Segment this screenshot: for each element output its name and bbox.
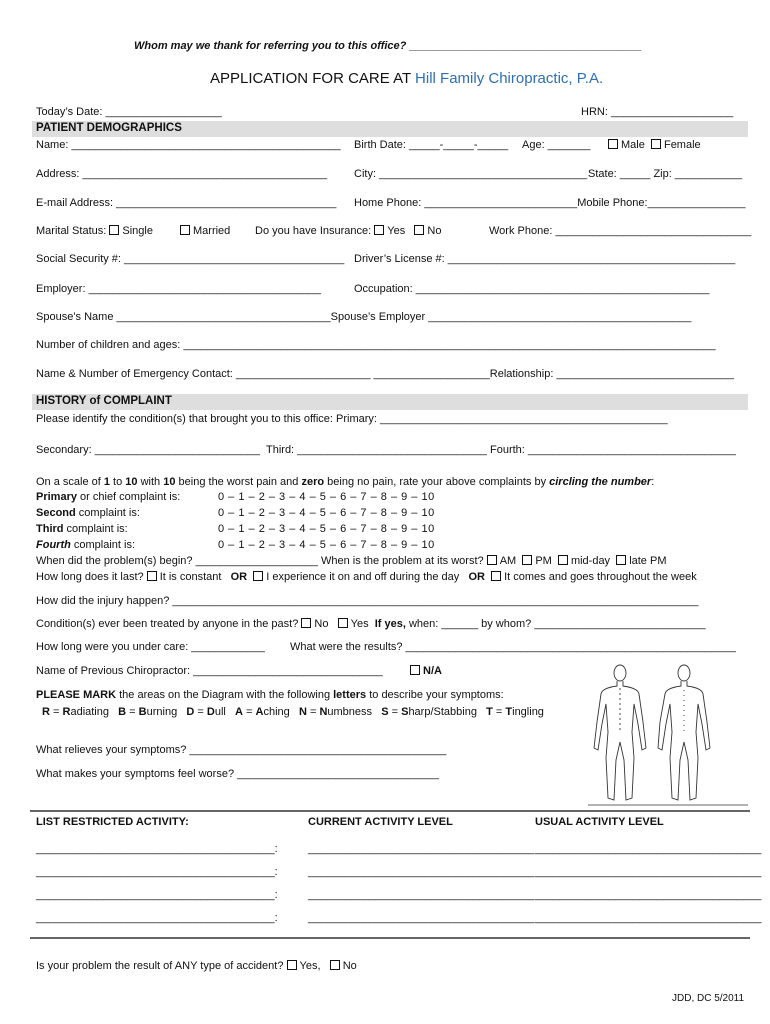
form-title [210,70,603,87]
fourth-condition-field[interactable]: Fourth: __________________________________ [490,444,736,456]
text: or chief complaint is: [76,491,181,503]
marital-label: Marital Status: [36,225,107,237]
restricted-activity-heading: LIST RESTRICTED ACTIVITY: [36,816,189,828]
section-patient-demographics [32,121,748,137]
na-checkbox[interactable] [410,665,420,675]
usual-activity-line[interactable]: _____________________________________ [535,912,762,924]
text: ching [263,706,290,718]
insurance-yes-checkbox[interactable] [374,225,384,235]
pm-checkbox[interactable] [522,555,532,565]
occupation-field[interactable]: Occupation: ________________________________________________ [354,283,710,295]
text: A [235,706,243,718]
text: = [126,706,139,718]
on-off-checkbox[interactable] [253,571,263,581]
legend-item [186,706,225,718]
treated-row [36,618,706,630]
pain-scale-third[interactable]: 0 – 1 – 2 – 3 – 4 – 5 – 6 – 7 – 8 – 9 – 10 [218,523,435,535]
marital-status-row [36,225,153,237]
insurance-label: Do you have Insurance: [255,225,372,237]
legend-item [42,706,109,718]
legend-item [118,706,177,718]
text: harp/Stabbing [408,706,477,718]
treated-no-checkbox[interactable] [301,618,311,628]
results-field[interactable]: What were the results? ______________________________________________________ [290,641,736,653]
text: 1 [103,476,110,488]
primary-condition-field[interactable]: Please identify the condition(s) that brought you to this office: Primary: _______________________________________________ [36,413,668,425]
when-begin-field[interactable]: When did the problem(s) begin? ____________________ When is the problem at its worst? [36,555,484,567]
name-field[interactable]: Name: ____________________________________________ [36,139,341,151]
text: ingling [512,706,544,718]
current-activity-heading: CURRENT ACTIVITY LEVEL [308,816,453,828]
text: letters [333,689,367,701]
pm-label: PM [535,555,552,567]
duration-row [36,571,697,583]
email-field[interactable]: E-mail Address: ____________________________________ [36,197,337,209]
title-prefix: APPLICATION FOR CARE AT [210,70,416,87]
pain-scale-instructions [36,476,654,488]
am-label: AM [499,555,517,567]
ssn-field[interactable]: Social Security #: ____________________________________ [36,253,345,265]
pain-scale-primary[interactable]: 0 – 1 – 2 – 3 – 4 – 5 – 6 – 7 – 8 – 9 – 10 [218,491,435,503]
pain-row-third [36,523,128,535]
age-field[interactable]: Age: _______ [522,139,591,151]
usual-activity-line[interactable]: _____________________________________ [535,866,762,878]
single-label: Single [122,225,153,237]
legend-item [299,706,372,718]
section-heading: HISTORY of COMPLAINT [36,395,172,407]
current-activity-line[interactable]: _____________________________________ [308,889,535,901]
home-mobile-phone-field[interactable]: Home Phone: _________________________Mobile Phone:________________ [354,197,746,209]
text: : [651,476,655,488]
midday-label: mid-day [570,555,611,567]
insurance-yes-label: Yes [387,225,406,237]
text: 10 [125,476,138,488]
treated-when-whom-field[interactable]: when: ______ by whom? ____________________________ [405,618,706,630]
form-code: JDD, DC 5/2011 [672,993,745,1004]
text: I experience it on and off during the day [266,571,460,583]
accident-yes-checkbox[interactable] [287,960,297,970]
text: It is constant [159,571,222,583]
text: N [319,706,328,718]
under-care-field[interactable]: How long were you under care: ____________ [36,641,265,653]
injury-field[interactable]: How did the injury happen? ______________________________________________________________________________________ [36,595,699,607]
birth-date-field[interactable]: Birth Date: _____-_____-_____ [354,139,509,151]
insurance-no-checkbox[interactable] [414,225,424,235]
pain-row-fourth [36,539,135,551]
city-field[interactable]: City: __________________________________ [354,168,588,180]
restricted-activity-line[interactable]: _______________________________________: [36,912,278,924]
married-checkbox[interactable] [180,225,190,235]
married-option [180,225,230,237]
single-checkbox[interactable] [109,225,119,235]
restricted-activity-line[interactable]: _______________________________________: [36,866,278,878]
text: Third [36,523,64,535]
text: N [298,706,307,718]
text: to [110,476,126,488]
address-field[interactable]: Address: ________________________________________ [36,168,328,180]
text: B [118,706,127,718]
text: being no pain, rate your above complaints by [324,476,550,488]
male-label: Male [621,139,645,151]
legend-item [486,706,544,718]
text: complaint is: [70,539,136,551]
text: S [401,706,409,718]
text: How long does it last? [36,571,144,583]
text: D [206,706,215,718]
text: R [42,706,50,718]
accident-no-label: No [342,960,357,972]
latepm-checkbox[interactable] [616,555,626,565]
legend-item [235,706,290,718]
text: adiating [70,706,109,718]
text: = [306,706,320,718]
previous-chiropractor-field[interactable]: Name of Previous Chiropractor: _______________________________ [36,665,383,677]
text: S [381,706,389,718]
text: If yes, [374,618,406,630]
hrn-field[interactable]: HRN: ____________________ [581,106,734,118]
spouse-field[interactable]: Spouse’s Name ___________________________________Spouse’s Employer ___________________________________________ [36,311,692,323]
text: zero [301,476,325,488]
text: OR [468,571,485,583]
text: being the worst pain and [175,476,302,488]
text: ull [214,706,226,718]
accident-no-checkbox[interactable] [330,960,340,970]
usual-activity-heading: USUAL ACTIVITY LEVEL [535,816,664,828]
sex-options [608,139,701,151]
text: T [505,706,513,718]
text: On a scale of [36,476,104,488]
usual-activity-line[interactable]: _____________________________________ [535,889,762,901]
secondary-condition-field[interactable]: Secondary: ___________________________ [36,444,260,456]
text: the areas on the Diagram with the following [116,689,334,701]
symptom-legend [42,706,544,718]
pain-row-primary [36,491,180,503]
divider [30,937,750,939]
usual-activity-line[interactable]: _____________________________________ [535,843,762,855]
text: A [255,706,264,718]
restricted-activity-line[interactable]: _______________________________________: [36,889,278,901]
when-begin-row [36,555,666,567]
body-back-view [594,665,646,800]
na-option [410,665,442,677]
body-front-view [658,665,710,800]
relieves-field[interactable]: What relieves your symptoms? __________________________________________ [36,744,447,756]
clinic-name: Hill Family Chiropractic, P.A. [415,70,604,87]
children-field[interactable]: Number of children and ages: _______________________________________________________________________________________ [36,339,716,351]
state-zip-field[interactable]: State: _____ Zip: ___________ [588,168,743,180]
text: = [49,706,63,718]
todays-date-field[interactable]: Today’s Date: ___________________ [36,106,222,118]
employer-field[interactable]: Employer: ______________________________________ [36,283,322,295]
insurance-no-label: No [427,225,442,237]
third-condition-field[interactable]: Third: _______________________________ [266,444,487,456]
insurance-row [255,225,441,237]
mark-instructions [36,689,504,701]
text: R [62,706,71,718]
na-label: N/A [423,665,442,677]
pain-scale-second[interactable]: 0 – 1 – 2 – 3 – 4 – 5 – 6 – 7 – 8 – 9 – 10 [218,507,435,519]
text: Second [36,507,76,519]
text: T [486,706,493,718]
text: to describe your symptoms: [366,689,504,701]
text: complaint is: [63,523,128,535]
midday-checkbox[interactable] [558,555,568,565]
text: circling the number [549,476,652,488]
current-activity-line[interactable]: _____________________________________ [308,843,535,855]
pain-row-second [36,507,140,519]
accident-yes-label: Yes, [299,960,321,972]
text: D [186,706,195,718]
male-checkbox[interactable] [608,139,618,149]
body-diagram[interactable] [588,662,748,808]
text: Condition(s) ever been treated by anyone in the past? [36,618,299,630]
married-label: Married [193,225,231,237]
text: Fourth [36,539,71,551]
text: = [388,706,402,718]
text: OR [230,571,248,583]
text: 10 [163,476,176,488]
legend-item [381,706,477,718]
worse-field[interactable]: What makes your symptoms feel worse? _________________________________ [36,768,440,780]
comes-goes-checkbox[interactable] [491,571,501,581]
female-label: Female [663,139,701,151]
current-activity-line[interactable]: _____________________________________ [308,866,535,878]
section-history-of-complaint [32,394,748,410]
divider [30,810,750,812]
text: Yes [350,618,369,630]
text: = [194,706,207,718]
text: PLEASE MARK [36,689,117,701]
current-activity-line[interactable]: _____________________________________ [308,912,535,924]
text: It comes and goes throughout the week [504,571,697,583]
text: urning [146,706,178,718]
text: umbness [327,706,373,718]
emergency-contact-field[interactable]: Name & Number of Emergency Contact: ______________________ ___________________Relationship: _____________________________ [36,368,734,380]
work-phone-field[interactable]: Work Phone: ________________________________ [489,225,752,237]
treated-yes-checkbox[interactable] [338,618,348,628]
latepm-label: late PM [629,555,667,567]
text: No [314,618,329,630]
pain-scale-fourth[interactable]: 0 – 1 – 2 – 3 – 4 – 5 – 6 – 7 – 8 – 9 – 10 [218,539,435,551]
text: = [242,706,256,718]
section-heading: PATIENT DEMOGRAPHICS [36,122,182,134]
referral-line[interactable]: Whom may we thank for referring you to this office? ______________________________________ [134,40,642,52]
text: complaint is: [75,507,140,519]
drivers-license-field[interactable]: Driver’s License #: _______________________________________________ [354,253,736,265]
text: Is your problem the result of ANY type of accident? [36,960,284,972]
constant-checkbox[interactable] [147,571,157,581]
restricted-activity-line[interactable]: _______________________________________: [36,843,278,855]
text: with [137,476,164,488]
am-checkbox[interactable] [487,555,497,565]
accident-row [36,960,357,972]
text: B [138,706,147,718]
text: Primary [36,491,77,503]
female-checkbox[interactable] [651,139,661,149]
text: = [492,706,506,718]
